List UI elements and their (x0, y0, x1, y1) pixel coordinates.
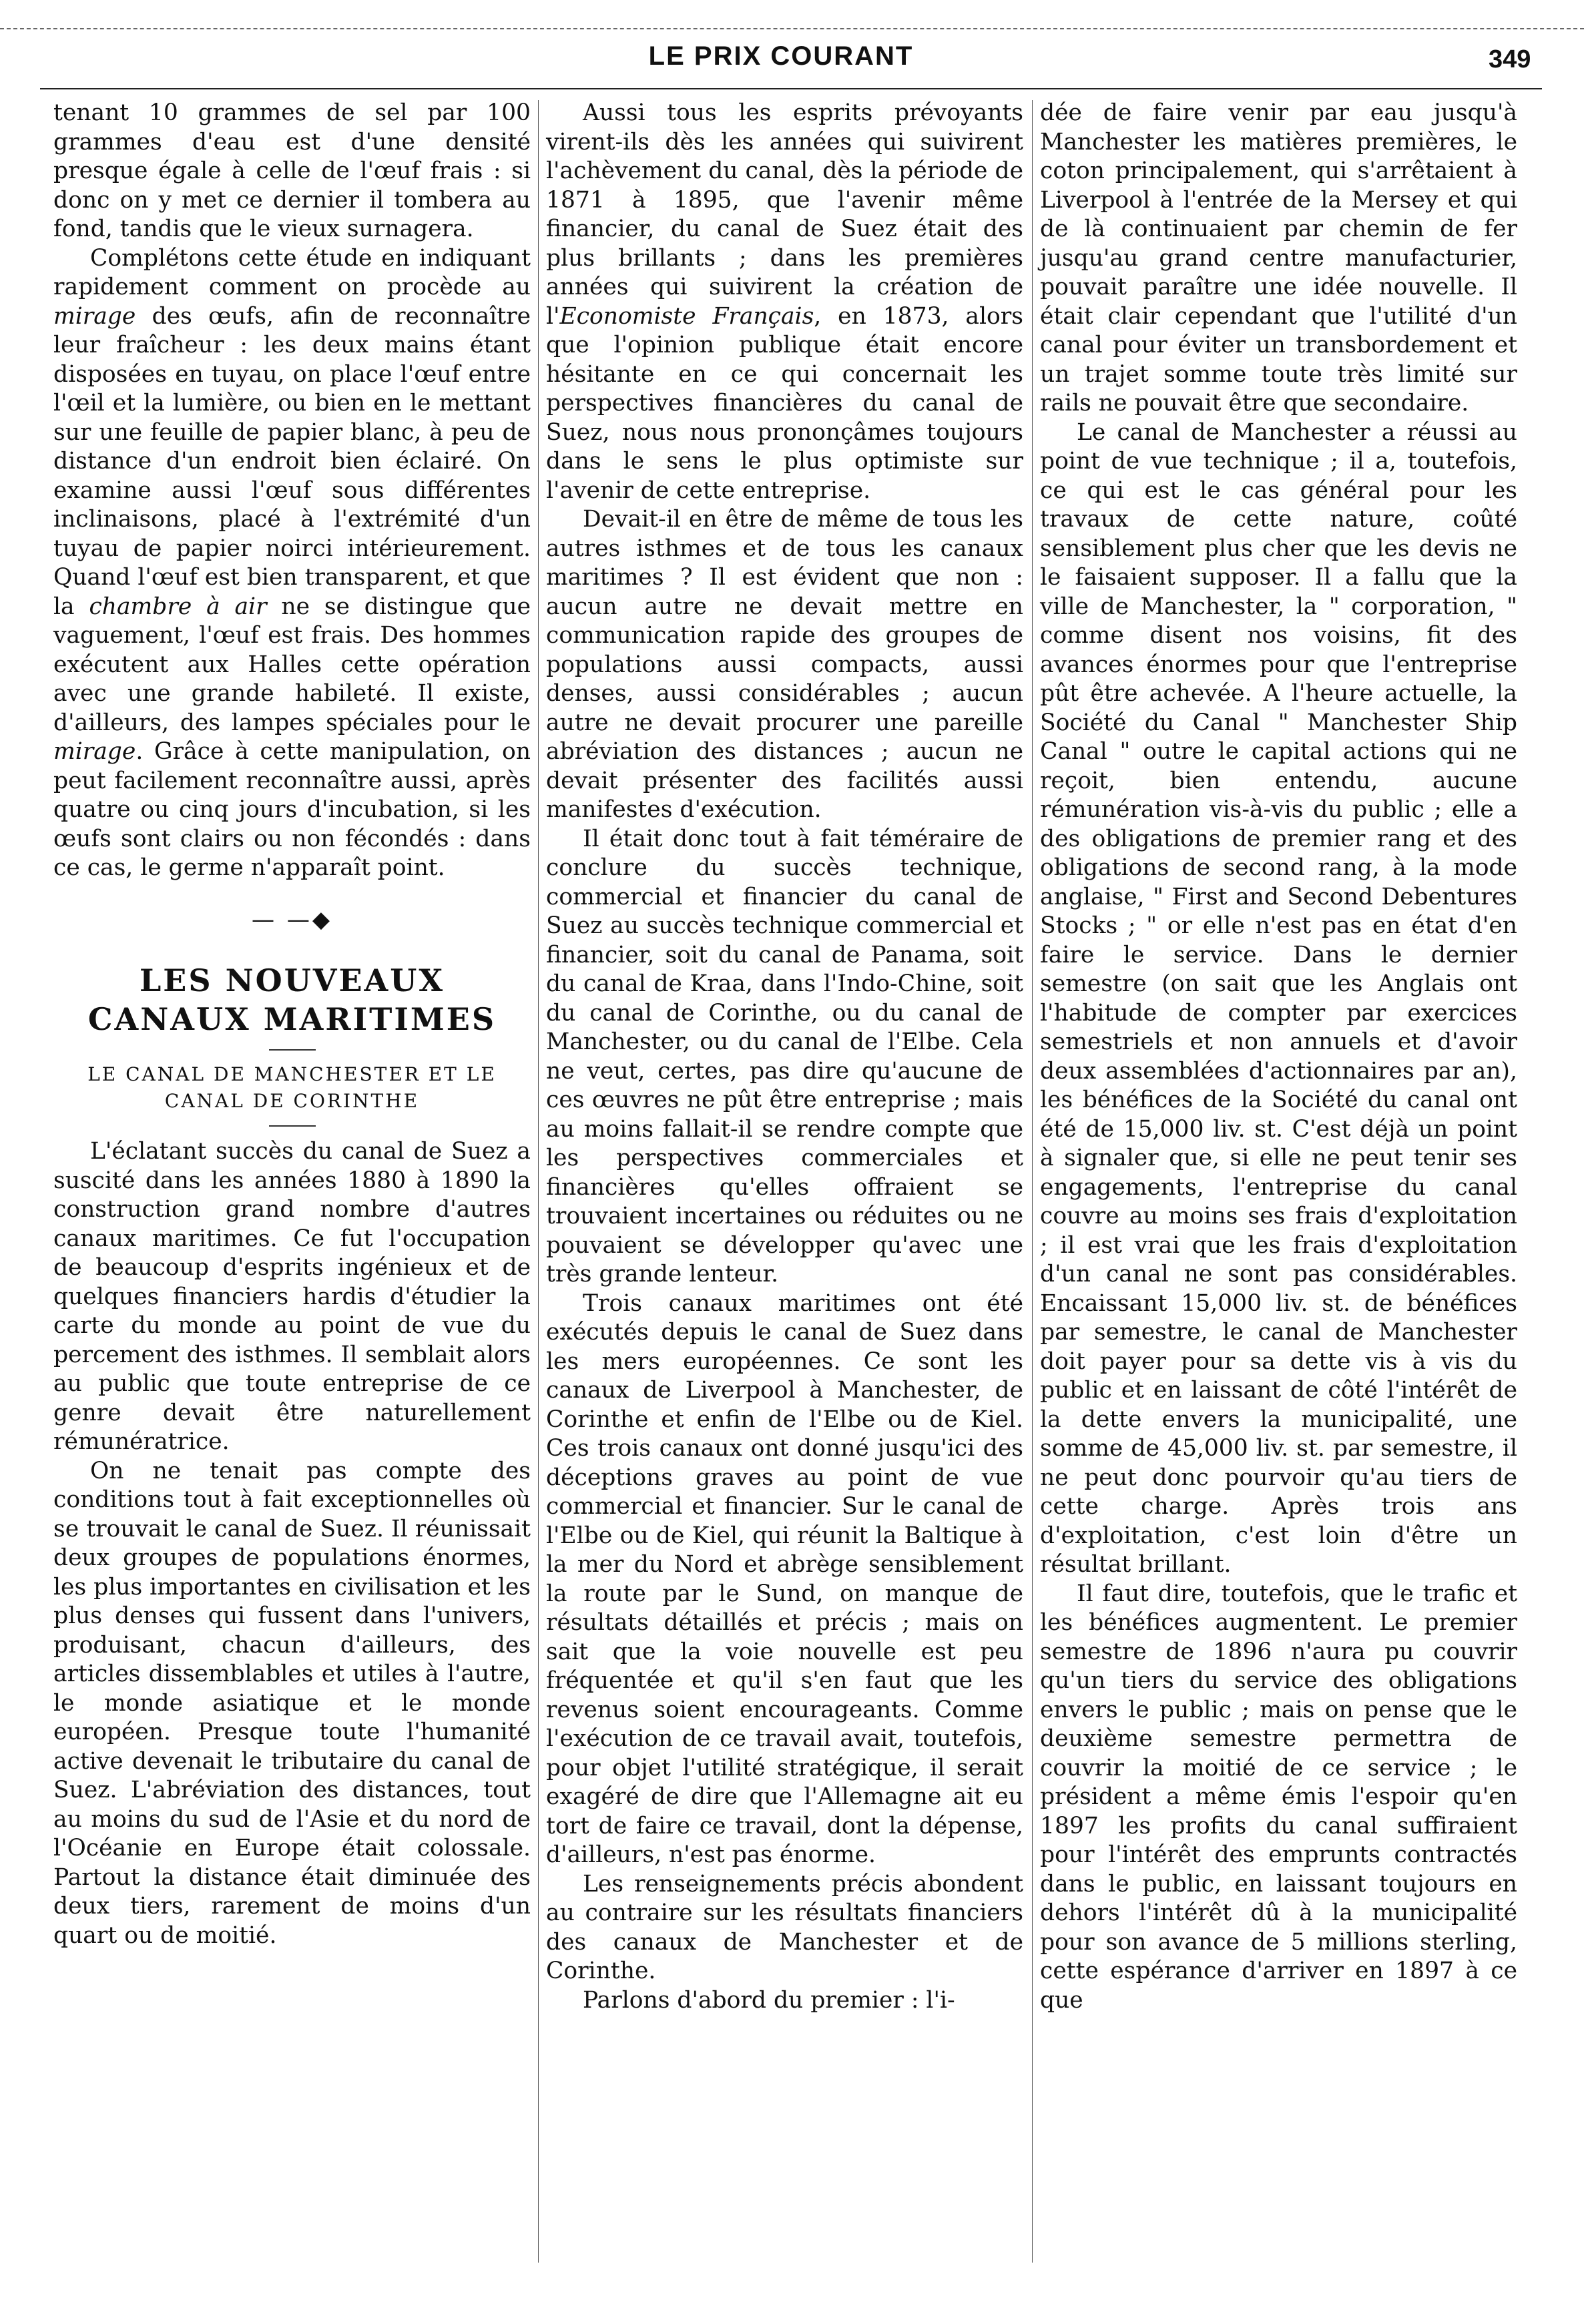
paragraph: Les renseignements précis abondent au contraire sur les résultats financiers des canaux de Manchester et de Corinthe. (546, 1870, 1023, 1984)
title-rule (269, 1049, 316, 1051)
subtitle-rule (269, 1125, 316, 1127)
paragraph: L'éclatant succès du canal de Suez a suscité dans les années 1880 à 1890 la construction grand nombre d'autres canaux maritimes. Ce fut l'occupation de beaucoup d'esprits ingénieux et de quelques financiers hardis d'étudier la carte du monde au point de vue du percement des isthmes. Il semblait alors au public que toute entreprise de ce genre devait être naturellement rémunératrice. (53, 1138, 531, 1455)
paragraph: Il était donc tout à fait téméraire de conclure du succès technique, commercial et financier du canal de Suez au succès technique commercial et financier, soit du canal de Panama, soit du canal de Kraa, dans l'Indo-Chine, soit du canal de Corinthe, ou du canal de Manchester, ou du canal de l'Elbe. Cela ne veut, certes, pas dire qu'aucune de ces œuvres ne pût être entreprise ; mais au moins fallait-il se rendre compte que les perspectives commerciales et financières qu'elles offraient se trouvaient incertaines ou réduites ou ne pouvaient se développer qu'avec une très grande lenteur. (546, 825, 1023, 1287)
italic-term: mirage (53, 738, 136, 765)
paragraph: dée de faire venir par eau jusqu'à Manchester les matières premières, le coton principalement, qui s'arrêtaient à Liverpool à l'entrée de la Mersey et qui de là continuaient par chemin de fer jusqu'au grand centre manufacturier, pouvait paraître une idée nouvelle. Il était clair cependant que l'utilité d'un canal pour éviter un transbordement et un trajet somme toute très limité sur rails ne pouvait être que secondaire. (1040, 99, 1517, 416)
column-right (1040, 99, 1517, 2015)
paragraph: On ne tenait pas compte des conditions tout à fait exceptionnelles où se trouvait le canal de Suez. Il réunissait deux groupes de populations énormes, les plus importantes en civilisation et les plus denses qui fussent dans l'univers, produisant, chacun d'ailleurs, des articles dissemblables et utiles à l'autre, le monde asiatique et le monde européen. Presque toute l'humanité active devenait le tributaire du canal de Suez. L'abréviation des distances, tout au moins du sud de l'Asie et du nord de l'Océanie en Europe était colossale. Partout la distance était diminuée des deux tiers, rarement de moins d'un quart ou de moitié. (53, 1457, 531, 1949)
running-title: LE PRIX COURANT (648, 41, 914, 71)
paragraph-mirage (53, 244, 531, 883)
paragraph (546, 99, 1023, 505)
paragraph: Trois canaux maritimes ont été exécutés depuis le canal de Suez dans les mers européennes. Ce sont les canaux de Liverpool à Manchester, de Corinthe et enfin de l'Elbe ou de Kiel. Ces trois canaux ont donné jusqu'ici des déceptions graves au point de vue commercial et financier. Sur le canal de l'Elbe ou de Kiel, qui réunit la Baltique à la mer du Nord et abrège sensiblement la route par le Sund, on manque de résultats détaillés et précis ; mais on sait que la voie nouvelle est peu fréquentée et qu'il s'en faut que les revenus soient encourageants. Comme l'exécution de ce travail avait, toutefois, pour objet l'utilité stratégique, il serait exagéré de dire que l'Allemagne ait eu tort de faire ce travail, dont la dépense, d'ailleurs, n'est pas énorme. (546, 1289, 1023, 1868)
italic-term: chambre à air (89, 593, 267, 620)
paragraph: Le canal de Manchester a réussi au point de vue technique ; il a, toutefois, ce qui est le cas général pour les travaux de cette nature, coûté sensiblement plus cher que les devis ne le faisaient supposer. Il a fallu que la ville de Manchester, la " corporation, " comme disent nos voisins, fit des avances énormes pour que l'entreprise pût être achevée. A l'heure actuelle, la Société du Canal " Manchester Ship Canal " outre le capital actions qui ne reçoit, bien entendu, aucune rémunération vis-à-vis du public ; elle a des obligations de premier rang et des obligations de second rang, à la mode anglaise, " First and Second Debentures Stocks ; " or elle n'est pas en état d'en faire le service. Dans le dernier semestre (on sait que les Anglais ont l'habitude de compter par exercices semestriels et non annuels et d'avoir deux assemblées d'actionnaires par an), les bénéfices de la Société du canal ont été de 15,000 liv. st. C'est déjà un point à signaler que, si elle ne peut tenir ses engagements, l'entreprise du canal couvre au moins ses frais d'exploitation ; il est vrai que les frais d'exploitation d'un canal ne sont pas considérables. Encaissant 15,000 liv. st. de bénéfices par semestre, le canal de Manchester doit payer pour sa dette vis à vis du public et en laissant de côté l'intérêt de la dette envers la municipalité, une somme de 45,000 liv. st. par semestre, il ne peut donc pourvoir qu'au tiers de cette charge. Après trois ans d'exploitation, c'est loin d'être un résultat brillant. (1040, 418, 1517, 1578)
italic-term: mirage (53, 302, 136, 330)
paragraph: tenant 10 grammes de sel par 100 grammes d'eau est d'une densité presque égale à celle de l'œuf frais : si donc on y met ce dernier il tombera au fond, tandis que le vieux surnagera. (53, 99, 531, 242)
text-run: des œufs, afin de reconnaître leur fraîcheur : les deux mains étant disposées en tuyau, on place l'œuf entre l'œil et la lumière, ou bien en le mettant sur une feuille de papier blanc, à peu de distance d'un endroit bien éclairé. On examine aussi l'œuf sous différentes inclinaisons, placé à l'extrémité d'un tuyau de papier noirci intérieurement. Quand l'œuf est bien transparent, et que la (53, 302, 531, 620)
italic-term: Economiste Français (559, 302, 814, 330)
paragraph: Parlons d'abord du premier : l'i- (583, 1986, 955, 2014)
section-subtitle: LE CANAL DE MANCHESTER ET LE CANAL DE CORINTHE (87, 1063, 497, 1112)
column-middle (546, 99, 1023, 2015)
section-ornament: — —◆ (252, 906, 332, 933)
text-run: Complétons cette étude en indiquant rapidement comment on procède au (53, 244, 531, 300)
paragraph: Il faut dire, toutefois, que le trafic et les bénéfices augmentent. Le premier semestre de 1896 n'aura pu couvrir qu'un tiers du service des obligations envers le public ; mais on pense que le deuxième semestre permettra de couvrir la moitié de ce service ; le président a même émis l'espoir qu'en 1897 les profits du canal suffiraient pour l'intérêt des emprunts contractés dans le public, en laissant toujours en dehors l'intérêt dû à la municipalité pour son avance de 5 millions sterling, cette espérance d'arriver en 1897 à ce que (1040, 1580, 1517, 2014)
header-rule (40, 88, 1542, 89)
section-title: LES NOUVEAUX CANAUX MARITIMES (87, 962, 497, 1037)
paragraph: Devait-il en être de même de tous les autres isthmes et de tous les canaux maritimes ? Il est évident que non : aucun autre ne devait mettre en communication rapide des groupes de populations aussi compacts, aussi denses, aussi considérables ; aucun autre ne devait procurer une pareille abréviation des distances ; aucun ne devait présenter des facilités aussi manifestes d'exécution. (546, 506, 1023, 823)
text-run: ne se distingue que vaguement, l'œuf est frais. Des hommes exécutent aux Halles cette opération avec une grande habileté. Il existe, d'ailleurs, des lampes spéciales pour le (53, 593, 531, 736)
column-left (53, 99, 531, 1950)
top-dashed-rule (0, 28, 1584, 29)
column-divider-2 (1032, 100, 1033, 2263)
text-run: , en 1873, alors que l'opinion publique était encore hésitante en ce qui concernait les perspectives financières du canal de Suez, nous nous prononçâmes toujours dans le sens le plus optimiste sur l'avenir de cette entreprise. (546, 302, 1023, 504)
text-run: . Grâce à cette manipulation, on peut facilement reconnaître aussi, après quatre ou cinq jours d'incubation, si les œufs sont clairs ou non fécondés : dans ce cas, le germe n'apparaît point. (53, 738, 531, 881)
text-run: Aussi tous les esprits prévoyants virent-ils dès les années qui suivirent l'achèvement du canal, dès la période de 1871 à 1895, que l'avenir même financier, du canal de Suez était des plus brillants ; dans les premières années qui suivirent la création de l' (546, 99, 1023, 330)
page-number: 349 (1489, 45, 1531, 73)
column-divider-1 (538, 100, 539, 2263)
